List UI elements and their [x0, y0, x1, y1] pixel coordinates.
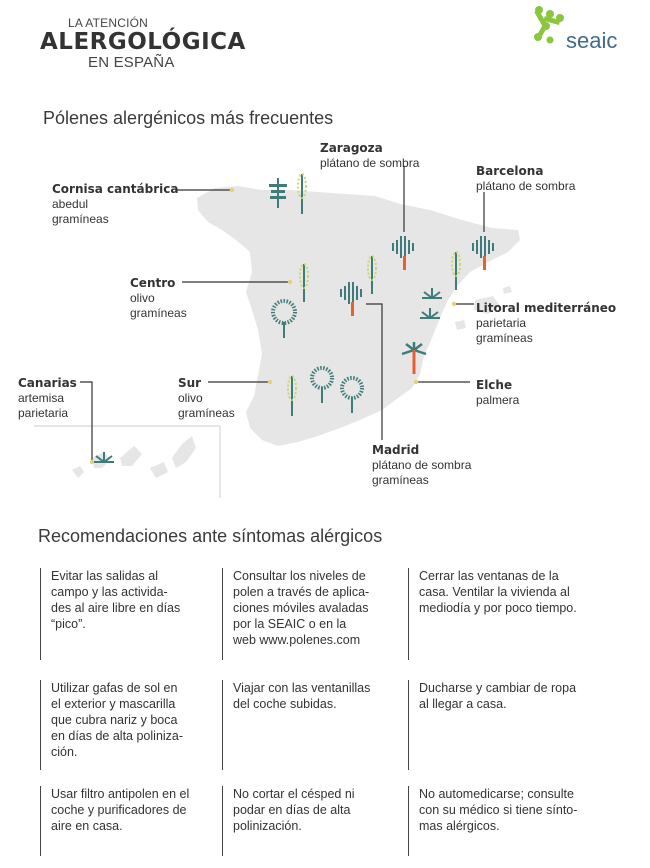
region-barcelona	[476, 164, 575, 194]
recommendation-item: No cortar el césped ni podar en días de alta polinización.	[222, 786, 372, 856]
region-cornisa	[52, 182, 178, 227]
region-name: Litoral mediterráneo	[476, 301, 617, 315]
region-sur	[178, 376, 235, 421]
region-centro	[130, 276, 187, 321]
region-plant: palmera	[476, 393, 520, 407]
region-litoral	[476, 301, 616, 346]
recommendation-item: Utilizar gafas de sol en el exterior y mascarilla que cubra nariz y boca en días de alta poliniza- ción.	[40, 680, 190, 770]
pollen-section-title: Pólenes alergénicos más frecuentes	[43, 108, 334, 128]
recommendation-item: Viajar con las ventanillas del coche subidas.	[222, 680, 372, 770]
region-plant: parietaria	[18, 406, 69, 420]
region-plant: olivo	[130, 291, 155, 305]
seaic-logo-text: seaic	[566, 28, 618, 53]
header-title: ALERGOLÓGICA	[40, 29, 246, 55]
region-plant: olivo	[178, 391, 203, 405]
peninsula-shape	[197, 186, 520, 446]
region-name: Barcelona	[476, 164, 544, 178]
region-name: Cornisa cantábrica	[52, 182, 179, 196]
region-name: Canarias	[18, 376, 77, 390]
recommendation-item: Usar filtro antipolen en el coche y purificadores de aire en casa.	[40, 786, 190, 856]
region-elche	[476, 378, 519, 408]
recommendation-item: Evitar las salidas al campo y las activida- des al aire libre en días “pico”.	[40, 568, 190, 660]
region-canarias	[18, 376, 77, 421]
region-plant: gramíneas	[52, 212, 109, 226]
recommendation-item: Consultar los niveles de polen a través de aplica- ciones móviles avaladas por la SEAIC o en la web www.polenes.com	[222, 568, 372, 660]
recommendations-title: Recomendaciones ante síntomas alérgicos	[38, 526, 383, 546]
region-zaragoza	[320, 141, 419, 171]
region-plant: parietaria	[476, 316, 527, 330]
region-name: Centro	[130, 276, 176, 290]
region-name: Elche	[476, 378, 513, 392]
region-plant: gramíneas	[178, 406, 235, 420]
region-plant: plátano de sombra	[320, 156, 420, 170]
recommendation-item: No automedicarse; consulte con su médico si tiene sínto- mas alérgicos.	[408, 786, 578, 856]
region-plant: artemisa	[18, 391, 65, 405]
region-plant: gramíneas	[130, 306, 187, 320]
region-plant: gramíneas	[372, 473, 429, 487]
region-plant: plátano de sombra	[372, 458, 472, 472]
region-plant: plátano de sombra	[476, 179, 576, 193]
region-madrid	[372, 443, 471, 488]
leader-canarias	[80, 382, 92, 462]
header-line1: LA ATENCIÓN	[68, 16, 149, 30]
region-name: Sur	[178, 376, 202, 390]
region-plant: abedul	[52, 197, 89, 211]
recommendation-item: Cerrar las ventanas de la casa. Ventilar la vivienda al mediodía y por poco tiempo.	[408, 568, 578, 660]
region-name: Madrid	[372, 443, 420, 457]
canary-islands	[72, 436, 196, 478]
region-plant: gramíneas	[476, 331, 533, 345]
header-line3: EN ESPAÑA	[88, 54, 175, 71]
region-name: Zaragoza	[320, 141, 383, 155]
recommendation-item: Ducharse y cambiar de ropa al llegar a casa.	[408, 680, 578, 770]
